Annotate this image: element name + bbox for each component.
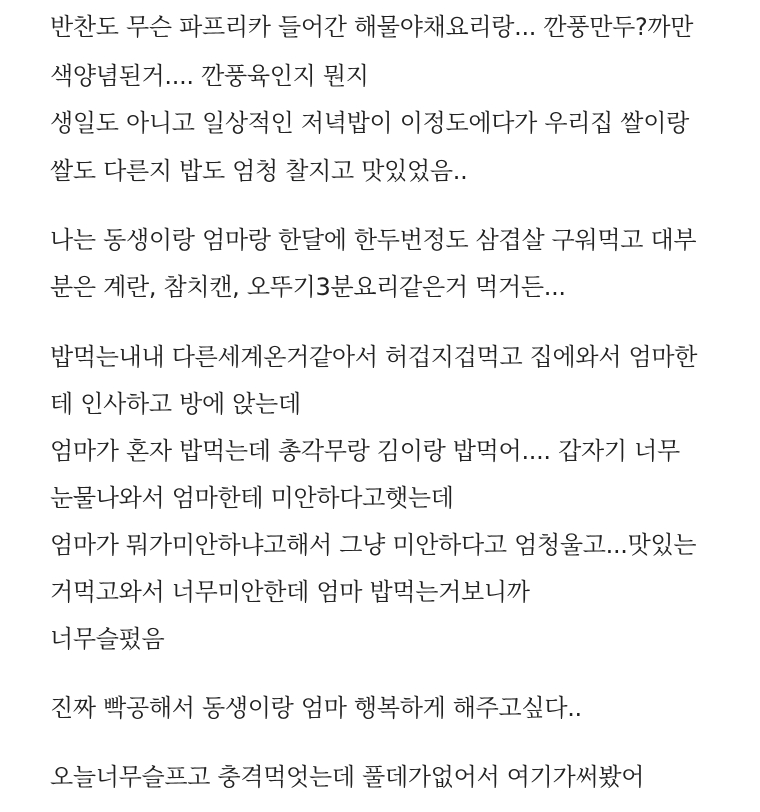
text-line: 너무슬펐음	[50, 625, 165, 653]
text-line: 쌀도 다른지 밥도 엄청 찰지고 맛있었음..	[50, 157, 468, 185]
text-line: 거먹고와서 너무미안한데 엄마 밥먹는거보니까	[50, 578, 530, 606]
text-line: 엄마가 뭐가미안하냐고해서 그냥 미안하다고 엄청울고...맛있는	[50, 531, 697, 559]
text-line: 반찬도 무슨 파프리카 들어간 해물야채요리랑... 깐풍만두?까만	[50, 13, 694, 41]
text-line: 진짜 빡공해서 동생이랑 엄마 행복하게 해주고싶다..	[50, 694, 582, 722]
text-line: 분은 계란, 참치캔, 오뚜기3분요리같은거 먹거든...	[50, 273, 566, 301]
text-line: 엄마가 혼자 밥먹는데 총각무랑 김이랑 밥먹어.... 갑자기 너무	[50, 437, 680, 465]
text-line: 나는 동생이랑 엄마랑 한달에 한두번정도 삼겹살 구워먹고 대부	[50, 226, 697, 254]
text-line: 눈물나와서 엄마한테 미안하다고햇는데	[50, 484, 454, 512]
text-line: 생일도 아니고 일상적인 저녁밥이 이정도에다가 우리집 쌀이랑	[50, 109, 689, 137]
text-line: 밥먹는내내 다른세계온거같아서 허겁지겁먹고 집에와서 엄마한	[50, 343, 698, 371]
text-line: 오늘너무슬프고 충격먹엇는데 풀데가없어서 여기가써봤어	[50, 763, 645, 791]
text-line: 테 인사하고 방에 앉는데	[50, 390, 301, 418]
text-line: 색양념된거.... 깐풍육인지 뭔지	[50, 62, 369, 90]
